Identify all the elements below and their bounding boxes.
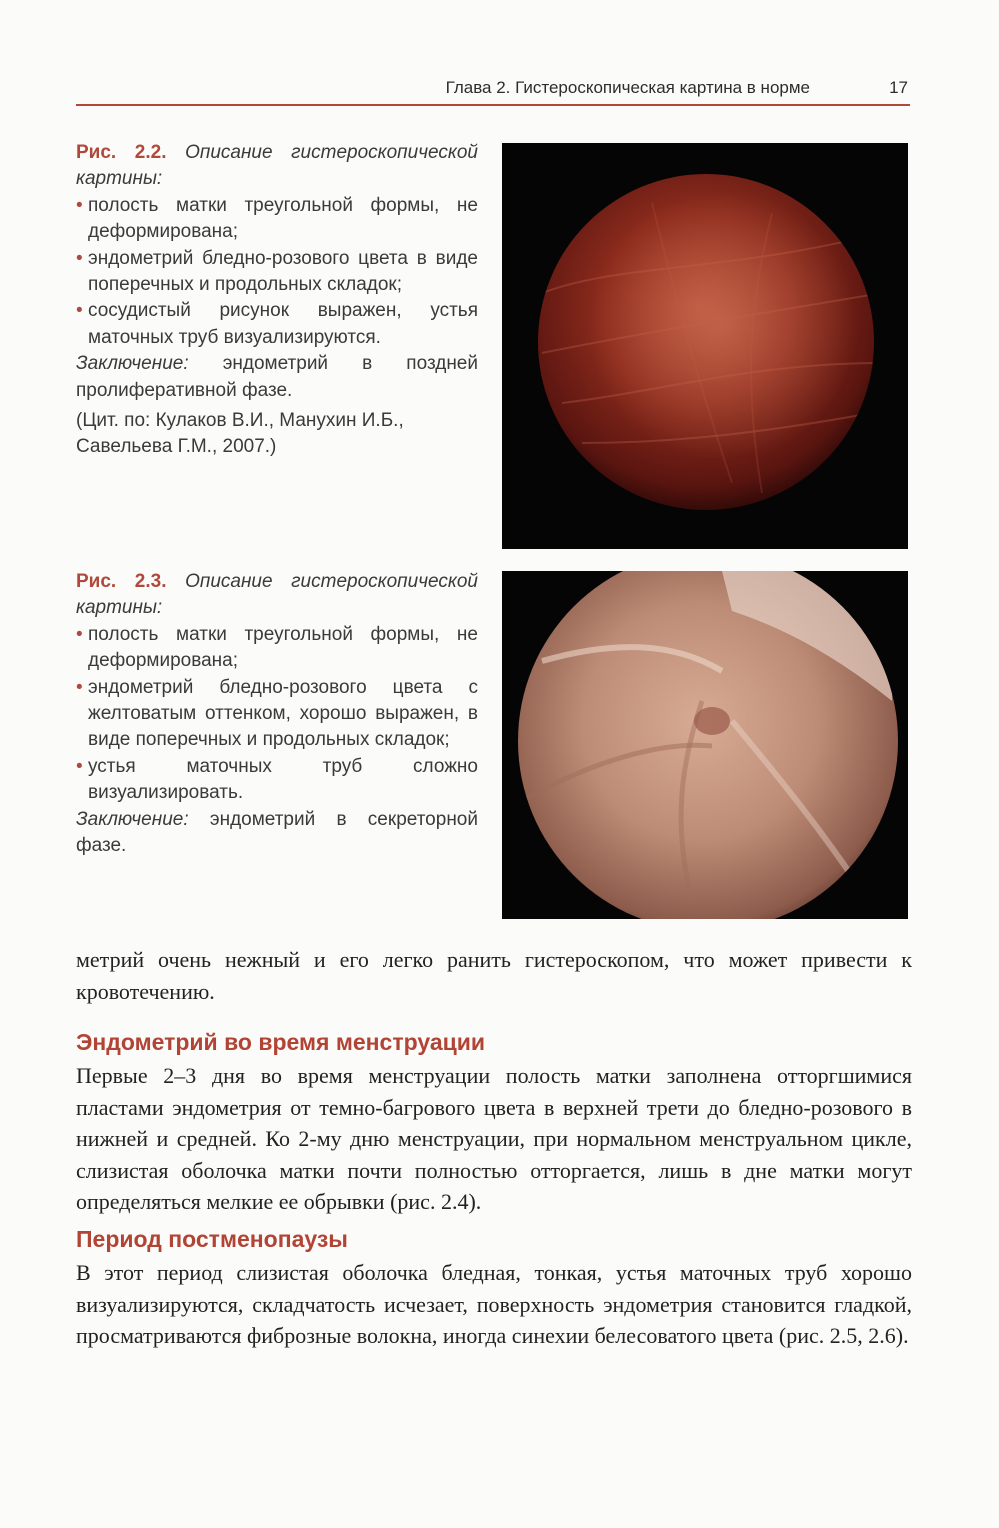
figure-items — [76, 193, 478, 351]
figure-heading: Описание гистероскопической картины: — [76, 571, 478, 619]
paragraph: метрий очень нежный и его легко ранить гистероскопом, что может привести к кровотечению. — [76, 947, 912, 1004]
conclusion-label: Заключение: — [76, 353, 189, 375]
list-item: • эндометрий бледно-розового цвета с желтоватым оттенком, хорошо выражен, в виде поперечных и продольных складок; — [76, 675, 478, 754]
figure-2-2-photo — [502, 143, 908, 549]
running-head — [76, 76, 910, 106]
list-item: • эндометрий бледно-розового цвета в виде поперечных и продольных складок; — [76, 246, 478, 299]
figure-items — [76, 622, 478, 807]
section-title-postmenopause: Период постменопаузы — [76, 1226, 348, 1252]
figure-number: Рис. 2.2. — [76, 142, 167, 163]
continuation-paragraph — [76, 944, 912, 1007]
figure-2-3-caption — [76, 569, 478, 859]
endoscopic-image — [502, 143, 908, 549]
conclusion-text: эндометрий в секреторной фазе. — [76, 808, 478, 857]
endoscopic-image — [502, 571, 908, 919]
paragraph: Первые 2–3 дня во время менструации полость матки заполнена отторгшимися пластами эндометрия от темно-багрового цвета в верхней трети до бледно-розового в нижней и средней. Ко 2-му дню менструации, при нормальном менструальном цикле, слизистая оболочка матки почти полностью отторгается, лишь в дне матки могут определяться мелкие ее обрывки (рис. 2.4). — [76, 1063, 912, 1214]
list-item: • полость матки треугольной формы, не деформирована; — [76, 622, 478, 675]
figure-number: Рис. 2.3. — [76, 571, 167, 592]
page-number: 17 — [889, 78, 908, 97]
section-title-menstruation: Эндометрий во время менструации — [76, 1029, 486, 1055]
list-item: • устья маточных труб сложно визуализировать. — [76, 754, 478, 807]
paragraph: В этот период слизистая оболочка бледная, тонкая, устья маточных труб хорошо визуализируются, складчатость исчезает, поверхность эндометрия становится гладкой, просматриваются фиброзные волокна, иногда синехии белесоватого цвета (рис. 2.5, 2.6). — [76, 1260, 912, 1348]
section-menstruation-text — [76, 1060, 912, 1218]
list-item: • сосудистый рисунок выражен, устья маточных труб визуализируются. — [76, 298, 478, 351]
figure-2-3-photo — [502, 571, 908, 919]
section-postmenopause-text — [76, 1257, 912, 1352]
citation: (Цит. по: Кулаков В.И., Манухин И.Б., Савельева Г.М., 2007.) — [76, 410, 404, 458]
conclusion-text: эндометрий в поздней пролиферативной фазе. — [76, 353, 478, 401]
figure-2-2-caption — [76, 140, 478, 461]
conclusion-label: Заключение: — [76, 808, 189, 830]
list-item: • полость матки треугольной формы, не деформирована; — [76, 193, 478, 246]
running-title: Глава 2. Гистероскопическая картина в норме — [445, 78, 810, 97]
figure-heading: Описание гистероскопической картины: — [76, 142, 478, 190]
